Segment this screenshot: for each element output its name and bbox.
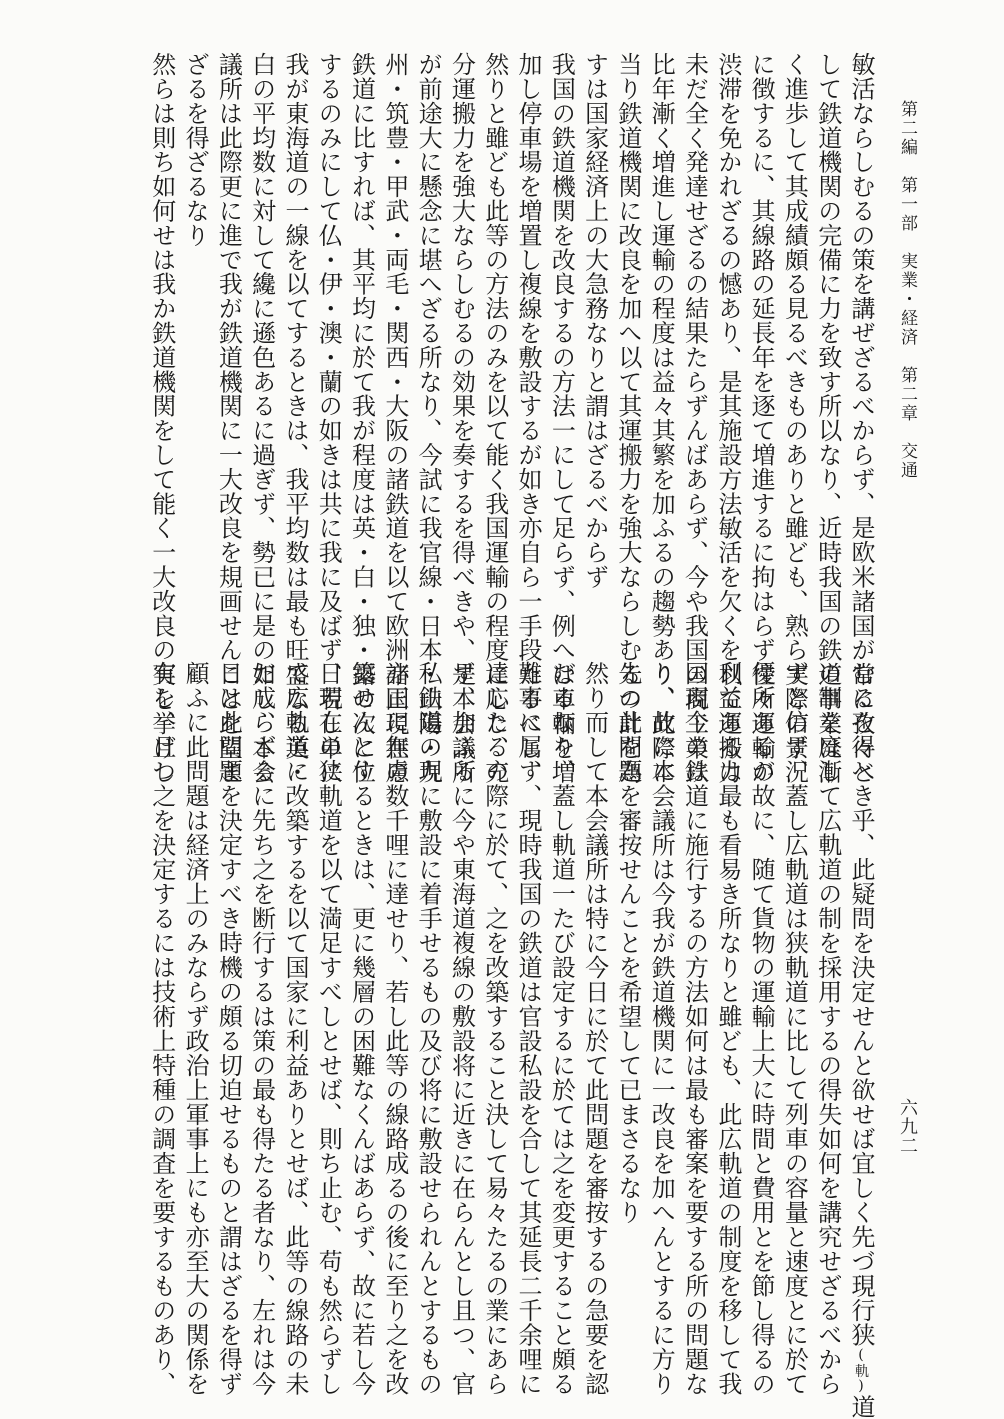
text-line: 利益あるは最も看易き所なりと雖ども、此広軌道の制度を移して我 [711, 661, 744, 1326]
text-line: 亦正に無慮数千哩に達せり、若し此等の線路成るの後に至り之を改 [378, 661, 411, 1326]
text-line: り、故に本会議所は今我が鉄道機関に一改良を加へんとするに方り [644, 661, 677, 1326]
text-line: 国現今の鉄道に施行するの方法如何は最も審案を要する所の問題な [677, 661, 710, 1326]
text-segment: 道 [847, 1395, 875, 1419]
text-line: 日は此問題を決定すべき時機の頗る切迫せるものと謂はざるを得ず [211, 661, 244, 1326]
text-line: むるなり、蓋し軌道一たび設定するに於ては之を変更すること頗る [544, 661, 577, 1326]
text-line: 有し、且つ之を決定するには技術上特種の調査を要するものあり、 [144, 661, 177, 1326]
text-line: 敏活ならしむるの策を講ぜざるべからず、是欧米諸国が常に孜々と [844, 52, 877, 647]
text-line: 渋滞を免かれざるの憾あり、是其施設方法敏活を欠くを以て運搬力 [711, 52, 744, 647]
text-line: く進歩して其成績頗る見るべきものありと雖ども、熟ら実際の景況 [777, 52, 810, 647]
upper-text-block [65, 52, 877, 647]
text-line: して鉄道機関の完備に力を致す所以なり、近時我国の鉄道事業は漸 [810, 52, 843, 647]
text-line: ざるを得ざるなり [178, 52, 211, 647]
text-line: するのみにして仏・伊・澳・蘭の如きは共に我に及ばず、若し単に [311, 52, 344, 647]
text-line: 議所は此際更に進で我が鉄道機関に一大改良を規画せんことを望ま [211, 52, 244, 647]
text-line: 先つ此問題を審按せんことを希望して已まさるなり [611, 661, 644, 1326]
lower-text-block [65, 661, 877, 1326]
text-line: 当り鉄道機関に改良を加へ以て其運搬力を強大ならしむるの計を為 [611, 52, 644, 647]
text-line: 達したるの際に於て、之を改築すること決して易々たるの業にあら [477, 661, 510, 1326]
text-line: 我国の鉄道機関を改良するの方法一にして足らず、例へば車輛を増 [544, 52, 577, 647]
text-line: だ成らざるに先ち之を断行するは策の最も得たる者なり、左れは今 [244, 661, 277, 1326]
text-line: ずと信ず、蓋し広軌道は狭軌道に比して列車の容量と速度とに於て [777, 661, 810, 1326]
ruby-annotation: (軌) [853, 1347, 869, 1395]
text-line: 州・筑豊・甲武・両毛・関西・大阪の諸鉄道を以て欧洲諸国現在の [378, 52, 411, 647]
text-line: に徴するに、其線路の延長年を逐て増進するに拘はらず往々運輸の [744, 52, 777, 647]
text-line: 顧ふに此問題は経済上のみならず政治上軍事上にも亦至大の関係を [178, 661, 211, 1326]
text-line: ず、加ふるに今や東海道複線の敷設将に近きに在らんとし且つ、官 [444, 661, 477, 1326]
text-line: 日現在の狭軌道を以て満足すべしとせば、則ち止む、苟も然らずし [311, 661, 344, 1326]
text-line: 築せんとするときは、更に幾層の困難なくんばあらず、故に若し今 [344, 661, 377, 1326]
text-segment: むるを得べき乎、此疑問を決定せんと欲せば宜しく先づ現行狭 [847, 661, 875, 1347]
text-line: 然り而して本会議所は特に今日に於て此問題を審按するの急要を認 [577, 661, 610, 1326]
text-line: 未だ全く発達せざるの結果たらずんばあらず、今や我国の商工業は [677, 52, 710, 647]
text-line: 然りと雖ども此等の方法のみを以て能く我国運輸の程度に応じ、充 [477, 52, 510, 647]
text-line: 私鉄道の現に敷設に着手せるもの及び将に敷設せられんとするもの [411, 661, 444, 1326]
text-line: 比年漸く増進し運輸の程度は益々其繁を加ふるの趨勢あり、此際に [644, 52, 677, 647]
text-line: 然らは則ち如何せは我か鉄道機関をして能く一大改良の実を挙げし [144, 52, 177, 647]
text-line: 分運搬力を強大ならしむるの効果を奏するを得べきや、是本会議所 [444, 52, 477, 647]
text-line [844, 661, 877, 1326]
text-line: すは国家経済上の大急務なりと謂はざるべからず [577, 52, 610, 647]
text-line: 鉄道に比すれば、其平均に於て我が程度は英・白・独・露の次に位 [344, 52, 377, 647]
text-line: 加し停車場を増置し複線を敷設するが如き亦自ら一手段たるべし、 [511, 52, 544, 647]
text-line: が前途大に懸念に堪へざる所なり、今試に我官線・日本・山陽・九 [411, 52, 444, 647]
text-line: 優所あるが故に、随て貨物の運輸上大に時間と費用とを節し得るの [744, 661, 777, 1326]
text-line: 白の平均数に対して纔に遜色あるに過ぎず、勢已に是の如し、本会 [244, 52, 277, 647]
page-number: 六九二 [897, 1098, 917, 1155]
text-line: 難事に属す、現時我国の鉄道は官設私設を合して其延長二千余哩に [511, 661, 544, 1326]
text-line: 我が東海道の一線を以てするときは、我平均数は最も旺盛なる英・ [278, 52, 311, 647]
running-header: 第二編 第一部 実業・経済 第二章 交通 [897, 100, 917, 480]
text-line: の制を廃して広軌道の制を採用するの得失如何を講究せざるべから [810, 661, 843, 1326]
text-line: て広軌道に改築するを以て国家に利益ありとせば、此等の線路の未 [278, 661, 311, 1326]
